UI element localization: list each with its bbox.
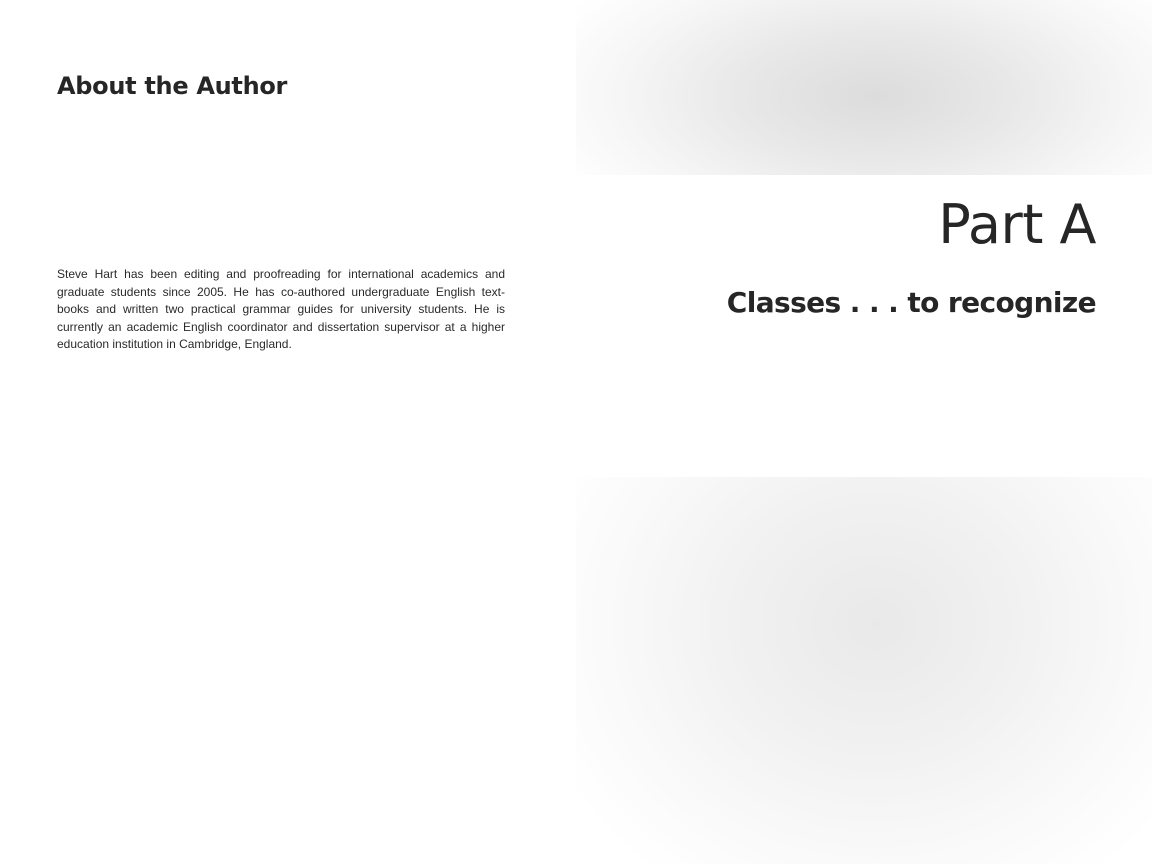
right-page <box>576 0 1152 864</box>
bottom-shading <box>576 477 1152 864</box>
part-title: Part A <box>938 193 1096 256</box>
author-bio: Steve Hart has been editing and proofreading for international academics and graduate students since 2005. He has co-authored undergraduate English text-books and written two practical grammar guides for university students. He is currently an academic English coordinator and dissertation supervisor at a higher education institution in Cambridge, England. <box>57 267 505 351</box>
part-subtitle: Classes . . . to recognize <box>726 286 1096 319</box>
about-author-heading: About the Author <box>57 72 288 100</box>
top-shading <box>576 0 1152 175</box>
